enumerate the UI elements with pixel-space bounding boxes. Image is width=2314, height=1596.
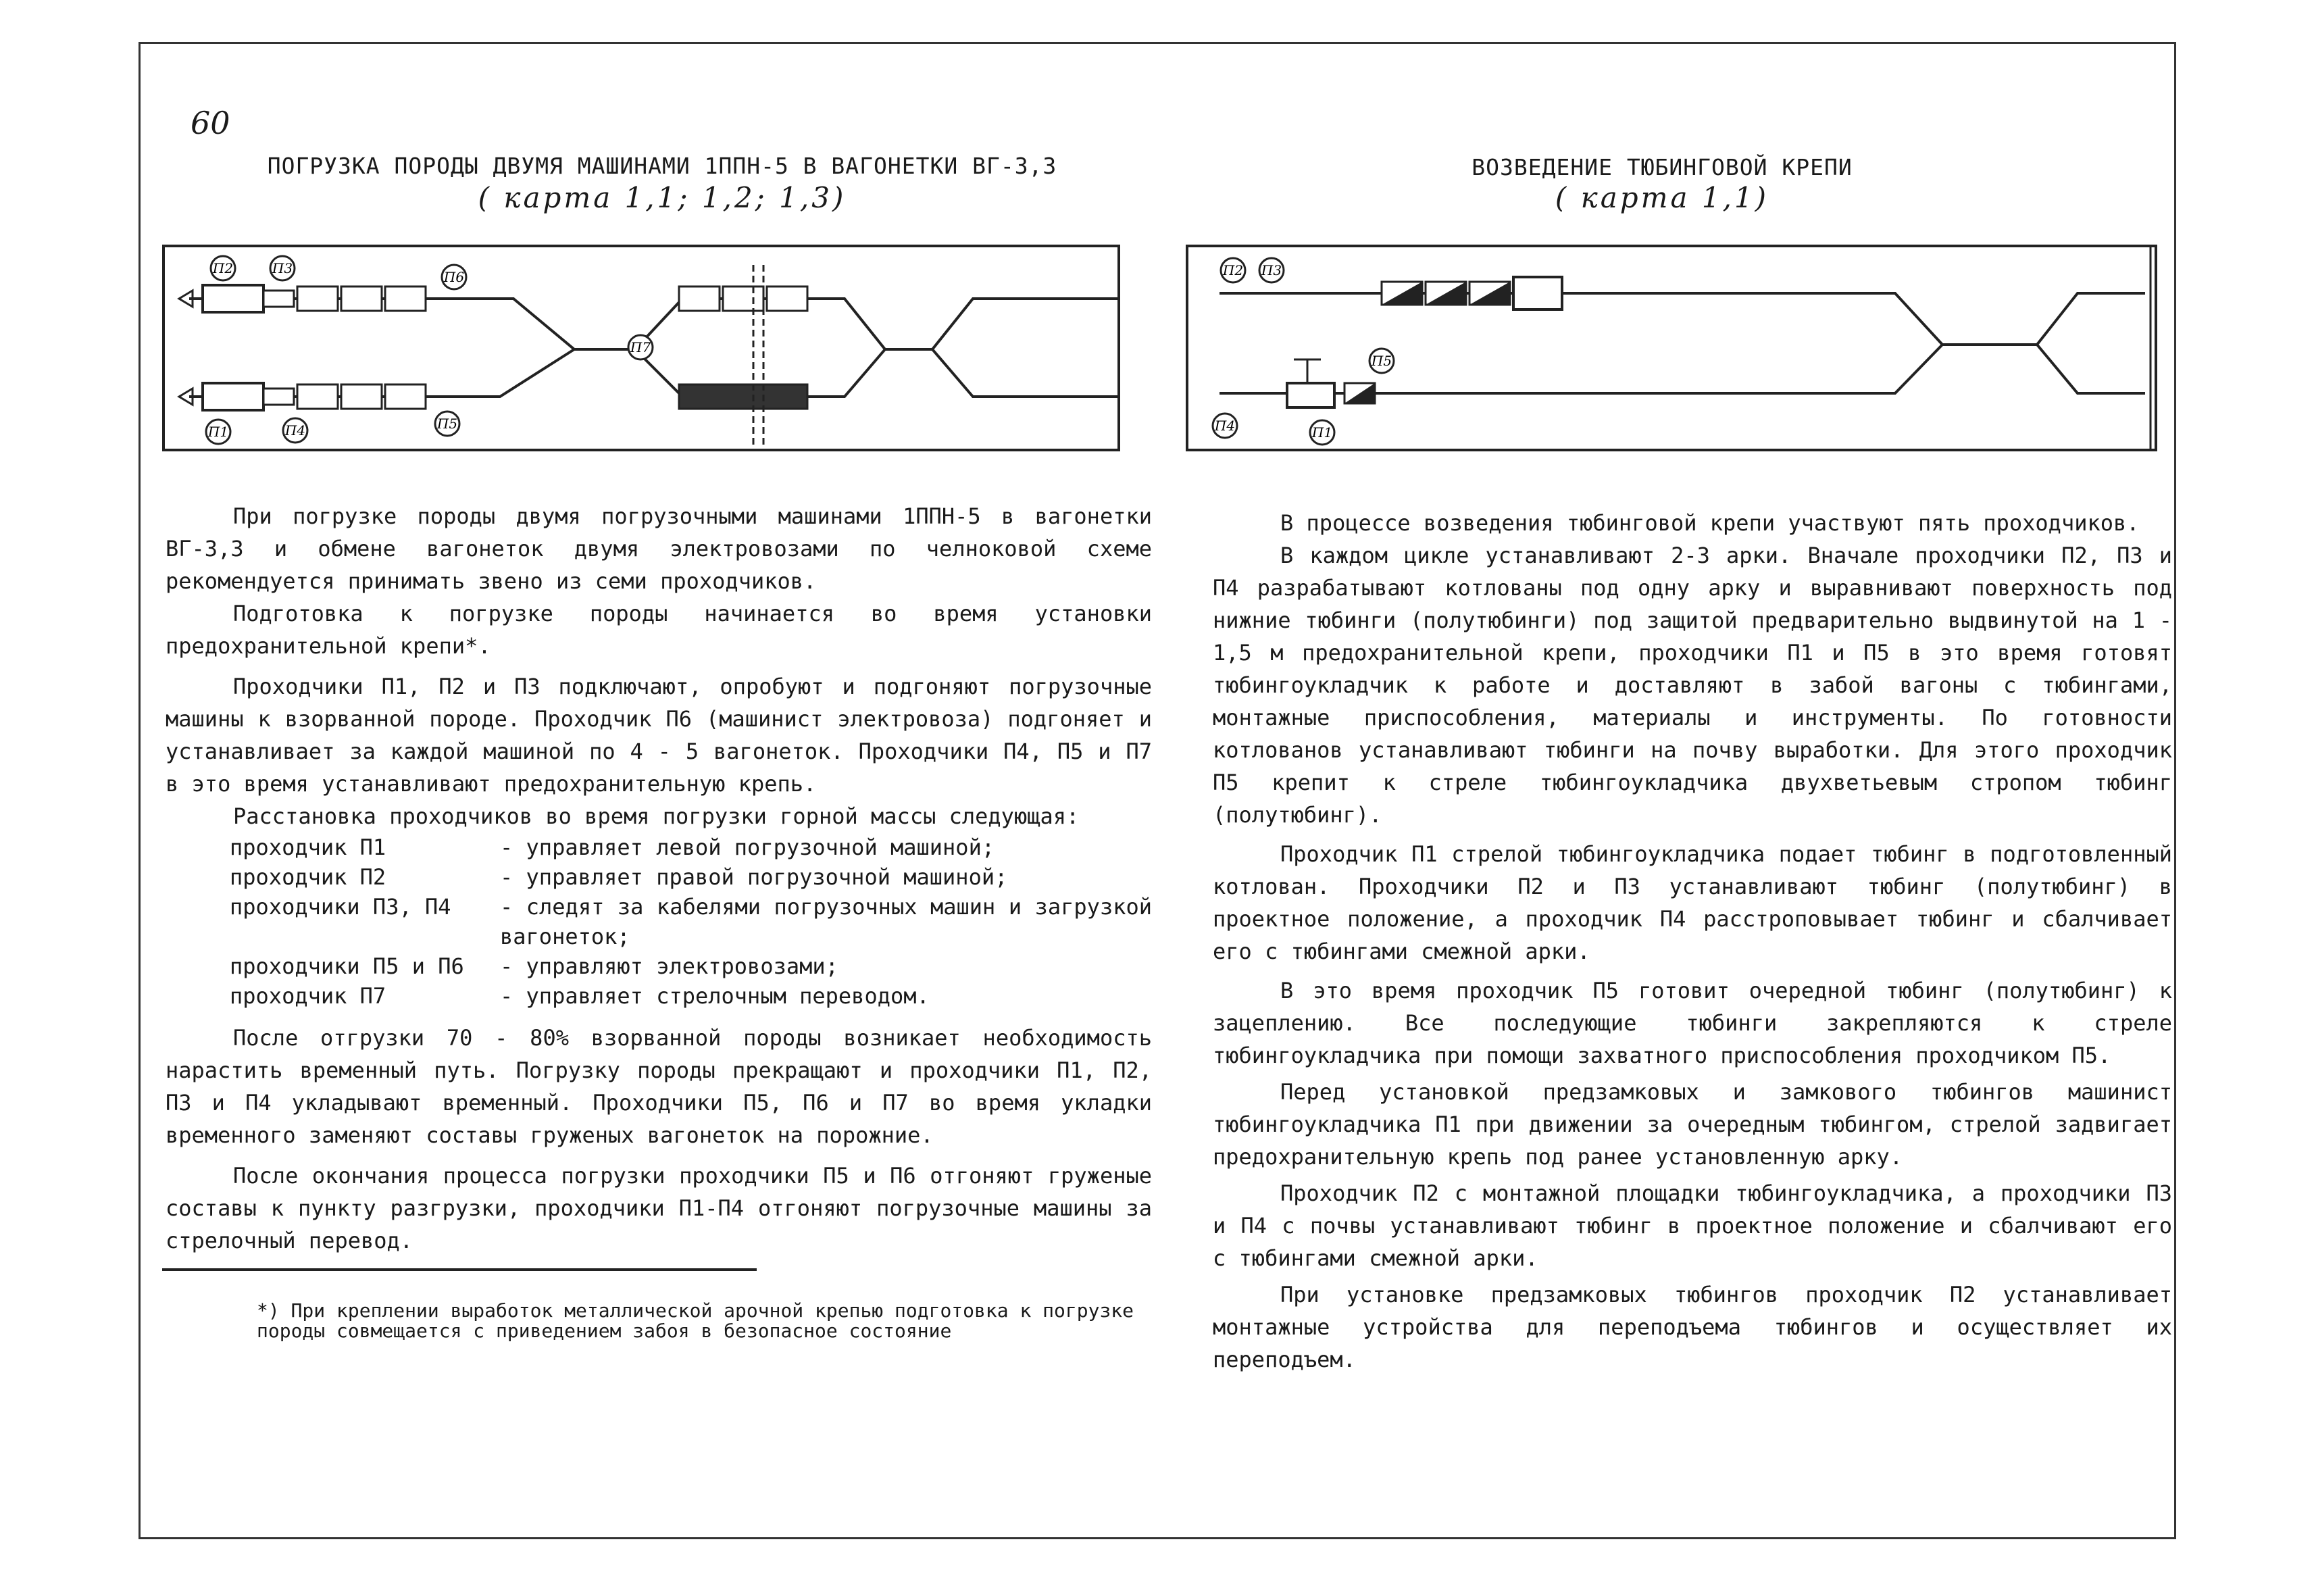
tubing-erector — [1287, 359, 1375, 407]
label-p1 — [206, 420, 230, 444]
wagon — [341, 384, 382, 409]
paragraph: При установке предзамковых тюбингов проходчик П2 устанавливает монтажные устройства для переподъема тюбингов и осуществляет их переподъем. — [1213, 1282, 2172, 1372]
paragraph: В это время проходчик П5 готовит очередной тюбинг (полутюбинг) к зацеплению. Все последующие тюбинги закрепляются к стреле тюбингоукладчика при помощи захватного приспособления проходчиком П5. — [1213, 978, 2172, 1068]
paragraph: После окончания процесса погрузки проходчики П5 и П6 отгоняют груженые составы к пункту разгрузки, проходчики П1-П4 отгоняют погрузочные машины за стрелочный перевод. — [166, 1163, 1152, 1253]
paragraph: Подготовка к погрузке породы начинается во время установки предохранительной крепи*. — [166, 601, 1152, 659]
right-tubing-diagram — [1186, 245, 2159, 461]
footnote-rule — [162, 1268, 757, 1271]
loaded-wagons — [679, 384, 807, 409]
label-p6 — [442, 265, 466, 289]
diagram-frame — [1187, 246, 2156, 450]
label-p2 — [1221, 258, 1245, 282]
paragraph: Проходчик П1 стрелой тюбингоукладчика подает тюбинг в подготовленный котлован. Проходчики П2 и П3 устанавливают тюбинг (полутюбинг) в проектное положение, а проходчик П4 расстроповывает тюбинг и сбалчивает его с тюбингами смежной арки. — [1213, 841, 2172, 964]
svg-text:П4: П4 — [284, 422, 306, 439]
right-subtitle: ( карта 1,1) — [1555, 181, 1769, 214]
svg-text:П5: П5 — [1371, 353, 1392, 369]
conveyor-lower — [263, 389, 294, 405]
loading-machine-lower — [203, 383, 263, 410]
paragraph: Проходчики П1, П2 и П3 подключают, опробуют и подгоняют погрузочные машины к взорванной породе. Проходчик П6 (машинист электровоза) подгоняет и устанавливает за каждой машиной по 4 - 5 вагонеток. Проходчики П4, П5 и П7 в это время устанавливают предохранительную крепь. — [166, 674, 1152, 797]
wagon — [767, 286, 807, 311]
paragraph: Проходчик П2 с монтажной площадки тюбингоукладчика, а проходчики П3 и П4 с почвы устанавливают тюбинг в проектное положение и сбалчивают его с тюбингами смежной арки. — [1213, 1180, 2172, 1271]
role-row: проходчики П5 и П6 - управляют электровозами; — [230, 953, 838, 979]
label-p1 — [1310, 420, 1334, 445]
svg-text:П4: П4 — [1214, 418, 1236, 434]
track-lower-right — [932, 349, 1120, 397]
paragraph: Перед установкой предзамковых и замкового тюбингов машинист тюбингоукладчика П1 при движении за очередным тюбингом, стрелой задвигает предохранительную крепь под ранее установленную арку. — [1213, 1079, 2172, 1170]
wagon — [679, 286, 720, 311]
role-row: проходчик П2 - управляет правой погрузочной машиной; — [230, 864, 1008, 890]
left-loading-diagram — [162, 245, 1122, 461]
label-p4 — [283, 418, 307, 443]
wagon — [297, 286, 338, 311]
wagon — [297, 384, 338, 409]
svg-text:П2: П2 — [212, 260, 234, 276]
paragraph: После отгрузки 70 - 80% взорванной породы возникает необходимость нарастить временный путь. Погрузку породы прекращают и проходчики П1, П2, П3 и П4 укладывают временный. Проходчики П5, П6 и П7 во время укладки временного заменяют составы груженых вагонеток на порожние. — [166, 1025, 1152, 1148]
label-p5 — [1369, 349, 1394, 373]
right-title: ВОЗВЕДЕНИЕ ТЮБИНГОВОЙ КРЕПИ — [1472, 154, 1853, 180]
wagon — [723, 286, 763, 311]
track-lower-right — [2037, 345, 2145, 393]
svg-text:П1: П1 — [207, 424, 229, 440]
label-p7 — [628, 335, 653, 359]
tubing-wagons-upper — [1382, 277, 1562, 309]
footnote: *) При креплении выработок металлической арочной крепью подготовка к погрузке породы совмещается с приведением забоя в безопасное состояние — [257, 1299, 1134, 1342]
svg-text:П5: П5 — [436, 416, 458, 432]
track-upper — [1219, 293, 2145, 345]
roles-list — [230, 832, 1152, 1011]
svg-text:П1: П1 — [1311, 424, 1333, 441]
page-number: 60 — [191, 105, 230, 141]
left-subtitle: ( карта 1,1; 1,2; 1,3) — [478, 181, 847, 214]
svg-text:П3: П3 — [272, 260, 293, 276]
paragraph: В процессе возведения тюбинговой крепи участвуют пять проходчиков. — [1280, 510, 2140, 536]
role-row: проходчик П1 - управляет левой погрузочной машиной; — [230, 834, 995, 860]
label-p4 — [1213, 414, 1237, 438]
right-text — [1213, 507, 2172, 1376]
paragraph: Расстановка проходчиков во время погрузки горной массы следующая: — [233, 803, 1080, 829]
label-p2 — [211, 256, 235, 280]
paragraph: В каждом цикле устанавливают 2-3 арки. Вначале проходчики П2, П3 и П4 разрабатывают котлованы под одну арку и выравнивают поверхность под нижние тюбинги (полутюбинги) под защитой предварительно выдвинутой на 1 - 1,5 м предохранительной крепи, проходчики П1 и П5 в это время готовят тюбингоукладчик к работе и доставляют в забой вагоны с тюбингами, монтажные приспособления, материалы и инструменты. По готовности котлованов устанавливают тюбинги на почву выработки. Для этого проходчик П5 крепит к стреле тюбингоукладчика двухветьевым стропом тюбинг (полутюбинг). — [1213, 543, 2172, 828]
svg-text:П7: П7 — [630, 339, 651, 355]
svg-text:П3: П3 — [1261, 262, 1282, 278]
wagon — [385, 384, 426, 409]
svg-text:П6: П6 — [443, 269, 465, 285]
svg-text:П2: П2 — [1222, 262, 1244, 278]
label-p5 — [435, 412, 459, 436]
left-title: ПОГРУЗКА ПОРОДЫ ДВУМЯ МАШИНАМИ 1ППН-5 В ВАГОНЕТКИ ВГ-3,3 — [267, 153, 1057, 179]
label-p3 — [270, 256, 295, 280]
conveyor-upper — [263, 291, 294, 307]
left-text — [166, 500, 1152, 1257]
loading-machine-upper — [203, 285, 263, 312]
label-p3 — [1259, 258, 1284, 282]
wagon — [385, 286, 426, 311]
paragraph: При погрузке породы двумя погрузочными машинами 1ППН-5 в вагонетки ВГ-3,3 и обмене вагонеток двумя электровозами по челноковой схеме рекомендуется принимать звено из семи проходчиков. — [166, 503, 1152, 594]
role-row: проходчик П7 - управляет стрелочным переводом. — [230, 983, 930, 1009]
wagon — [341, 286, 382, 311]
role-row: проходчики П3, П4 - следят за кабелями погрузочных машин и загрузкой вагонеток; — [230, 894, 1152, 949]
